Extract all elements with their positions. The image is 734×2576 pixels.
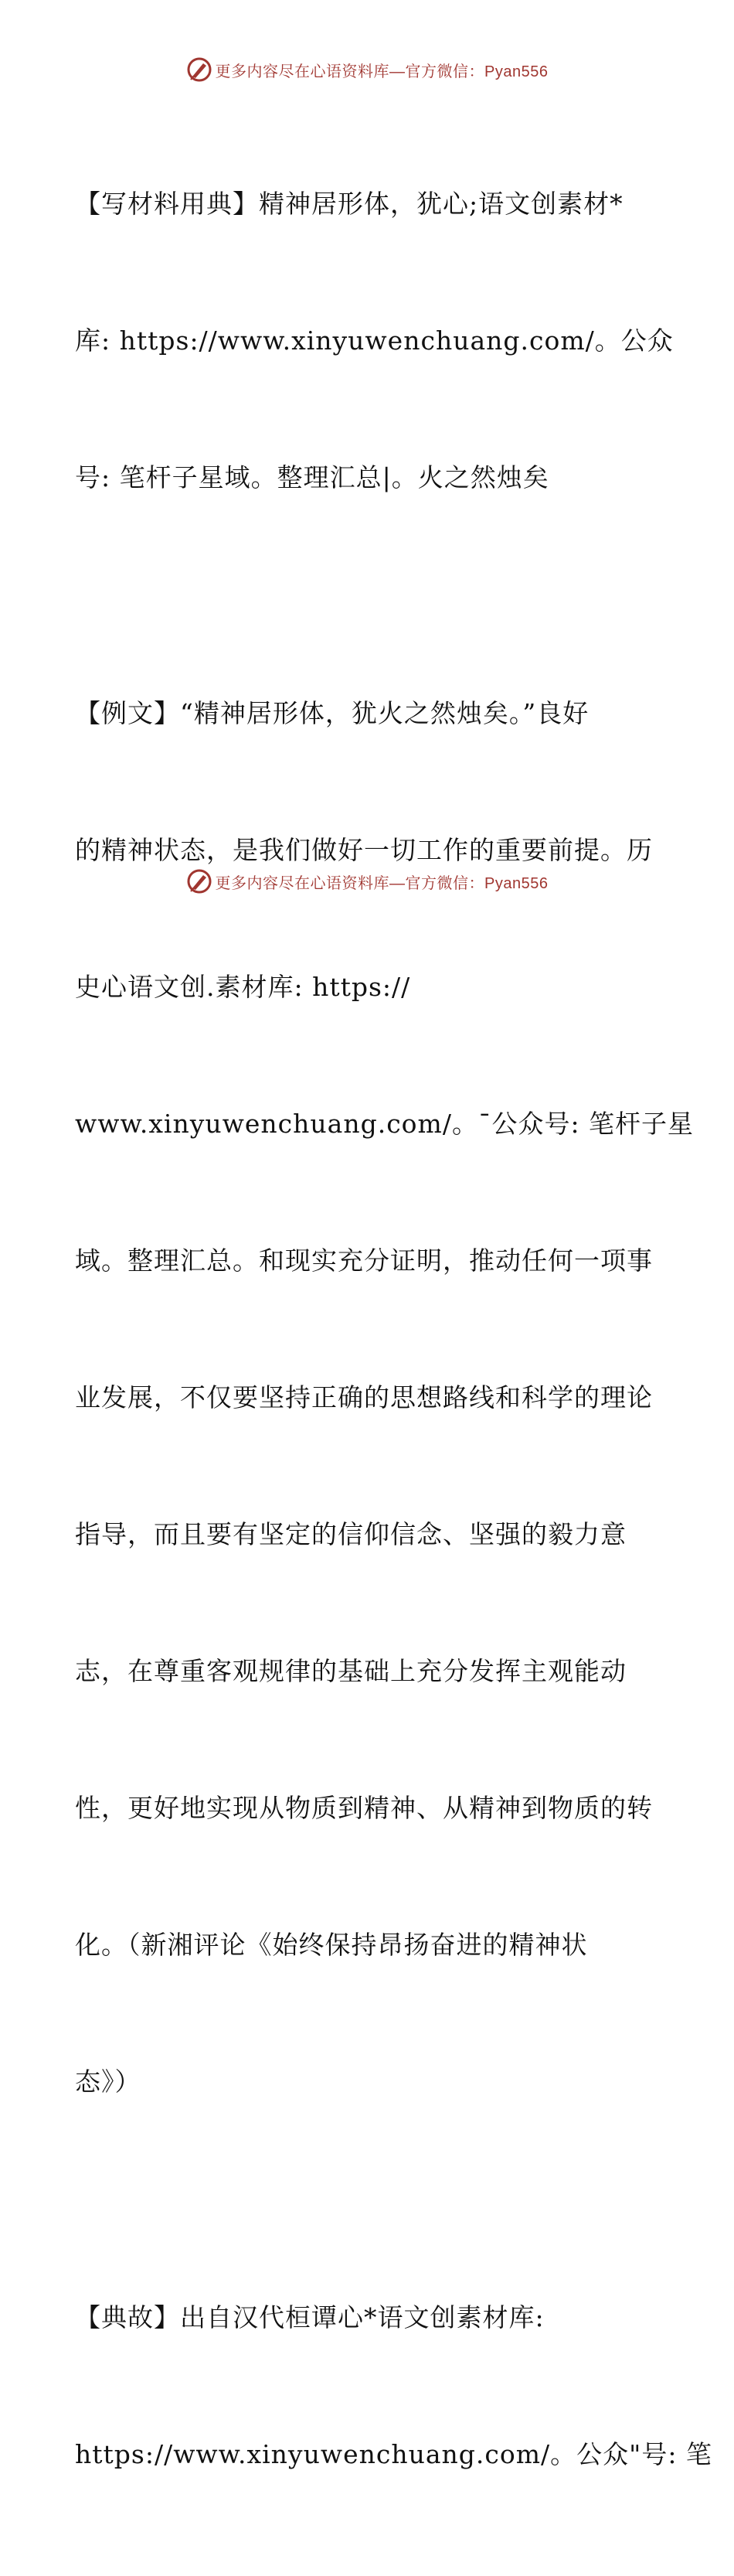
text-line: www.xinyuwenchuang.com/。¯公众号: 笔杆子星 bbox=[75, 1109, 695, 1139]
text-line: 史心语文创.素材库: https:// bbox=[75, 972, 411, 1002]
pen-feather-logo-icon bbox=[186, 56, 212, 83]
paragraph-usage bbox=[75, 90, 674, 591]
banner-text: 更多内容尽在心语资料库—官方微信：Pyan556 bbox=[215, 874, 549, 892]
text-line: 性，更好地实现从物质到精神、从精神到物质的转 bbox=[75, 1793, 653, 1823]
text-line: 业发展，不仅要坚持正确的思想路线和科学的理论 bbox=[75, 1382, 653, 1412]
text-line: 库: https://www.xinyuwenchuang.com/。公众 bbox=[75, 325, 674, 356]
footer-banner bbox=[0, 866, 734, 897]
paragraph-allusion bbox=[75, 2203, 712, 2568]
text-line: 志，在尊重客观规律的基础上充分发挥主观能动 bbox=[75, 1656, 627, 1686]
text-line: 化。（新湘评论《始终保持昂扬奋进的精神状 bbox=[75, 1930, 588, 1960]
paragraph-example bbox=[75, 599, 695, 2196]
header-banner bbox=[0, 54, 734, 85]
text-line: https://www.xinyuwenchuang.com/。公众"号: 笔 bbox=[75, 2439, 712, 2469]
pen-feather-logo-icon bbox=[186, 868, 212, 894]
text-line: 域。整理汇总。和现实充分证明，推动任何一项事 bbox=[75, 1245, 653, 1276]
text-line: 号: 笔杆子星域。整理汇总|。火之然烛矣 bbox=[75, 462, 549, 492]
text-line: 【例文】“精神居形体，犹火之然烛矣。”良好 bbox=[75, 698, 590, 728]
text-line: 【典故】出自汉代桓谭心*语文创素材库: bbox=[75, 2302, 545, 2332]
text-line: 态》） bbox=[75, 2067, 141, 2097]
text-line: 的精神状态，是我们做好一切工作的重要前提。历 bbox=[75, 835, 653, 865]
text-line: 指导，而且要有坚定的信仰信念、坚强的毅力意 bbox=[75, 1519, 627, 1549]
banner-text: 更多内容尽在心语资料库—官方微信：Pyan556 bbox=[215, 63, 549, 80]
document-body bbox=[75, 90, 712, 2576]
text-line: 【写材料用典】精神居形体，犹心;语文创素材* bbox=[75, 189, 624, 219]
